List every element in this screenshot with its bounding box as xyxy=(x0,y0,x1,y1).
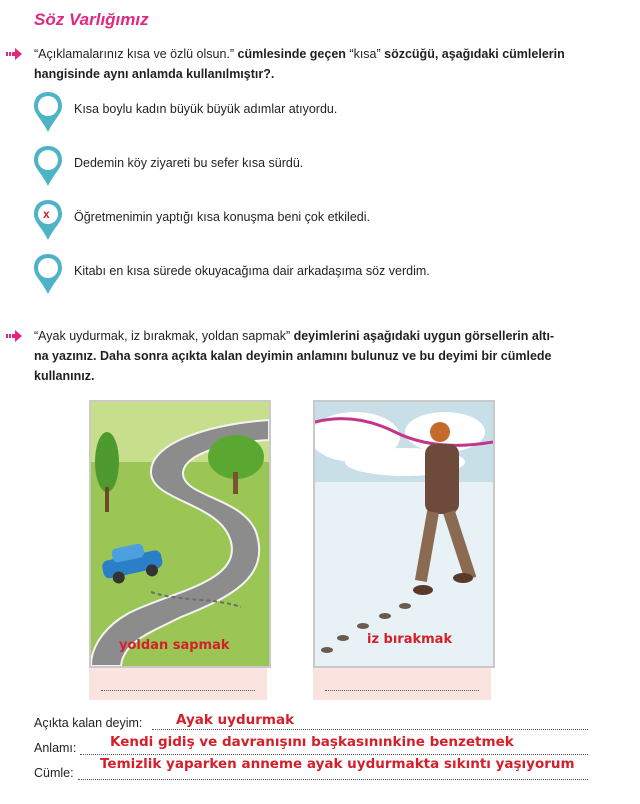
remaining-idiom-label: Açıkta kalan deyim: xyxy=(34,716,143,730)
left-caption: yoldan sapmak xyxy=(119,638,230,653)
sentence-line[interactable] xyxy=(78,779,588,780)
snow-scene-image xyxy=(315,402,493,666)
road-car-illustration xyxy=(89,400,271,668)
option-a-text: Kısa boylu kadın büyük büyük adımlar atıyordu. xyxy=(74,102,338,116)
right-answer-slot[interactable] xyxy=(313,668,491,700)
option-d-text: Kitabı en kısa sürede okuyacağıma dair arkadaşıma söz verdim. xyxy=(74,264,430,278)
sentence-answer: Temizlik yaparken anneme ayak uydurmakta sıkıntı yaşıyorum xyxy=(100,756,575,772)
right-caption: iz bırakmak xyxy=(367,632,453,647)
question-1: “Açıklamalarınız kısa ve özlü olsun.” cümlesinde geçen “kısa” sözcüğü, aşağıdaki cümlelerin hangisinde aynı anlamda kullanılmıştır?. xyxy=(34,47,565,81)
arrow-icon xyxy=(6,330,22,342)
pin-icon xyxy=(32,90,64,134)
sentence-label: Cümle: xyxy=(34,766,74,780)
pin-icon xyxy=(32,144,64,188)
option-c-text: Öğretmenimin yaptığı kısa konuşma beni çok etkiledi. xyxy=(74,210,370,224)
selected-mark: x xyxy=(43,207,50,221)
remaining-idiom-answer: Ayak uydurmak xyxy=(176,712,295,728)
meaning-line[interactable] xyxy=(80,754,588,755)
arrow-icon xyxy=(6,48,22,60)
meaning-answer: Kendi gidiş ve davranışını başkasınınkine benzetmek xyxy=(110,734,514,750)
road-scene-image xyxy=(91,402,269,666)
snow-walker-illustration xyxy=(313,400,495,668)
section-title: Söz Varlığımız xyxy=(34,10,149,29)
question-2: “Ayak uydurmak, iz bırakmak, yoldan sapmak” deyimlerini aşağıdaki uygun görsellerin altı- na yazınız. Daha sonra açıkta kalan deyimin anlamını bulunuz ve bu deyimi bir cümlede kullanınız. xyxy=(34,329,555,383)
option-b-text: Dedemin köy ziyareti bu sefer kısa sürdü. xyxy=(74,156,304,170)
remaining-idiom-line[interactable] xyxy=(152,729,588,730)
left-answer-slot[interactable] xyxy=(89,668,267,700)
meaning-label: Anlamı: xyxy=(34,741,77,755)
pin-icon xyxy=(32,252,64,296)
